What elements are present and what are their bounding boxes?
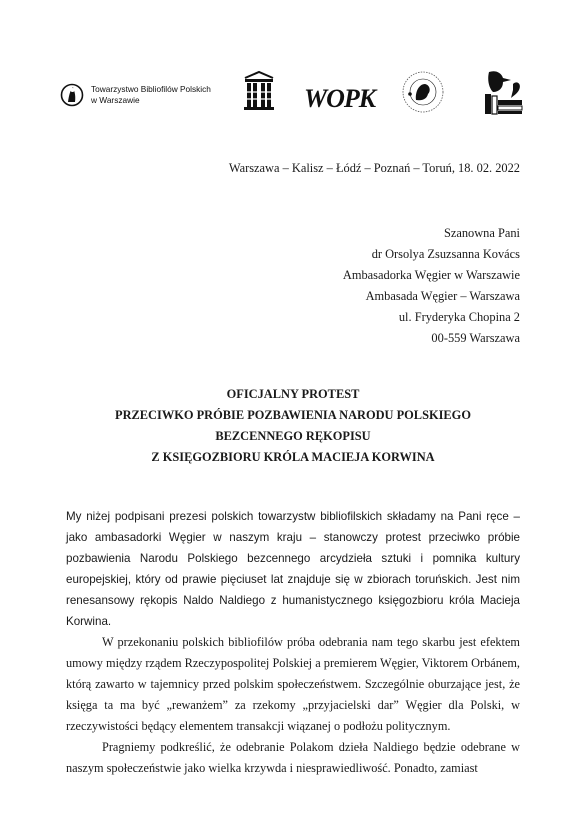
wopk-logo xyxy=(304,84,375,114)
seal-logo xyxy=(401,70,445,119)
body-paragraph: W przekonaniu polskich bibliofilów próba odebrania nam tego skarbu jest efektem umowy między rządem Rzeczypospolitej Polskiej a premierem Węgier, Viktorem Orbánem, którą zawarto w tajemnicy przed polskim społeczeństwem. Szczególnie oburzające jest, że księga ta ma być „rewanżem” za rzekomy „przyjacielski dar” Węgier dla Polski, w rzeczywistości będący elementem transakcji wiązanej o podłożu politycznym. xyxy=(66,635,520,733)
logo-row xyxy=(60,68,530,128)
date-place-line: Warszawa – Kalisz – Łódź – Poznań – Toruń, 18. 02. 2022 xyxy=(228,161,520,175)
letter-body xyxy=(66,506,520,779)
address-salutation: Szanowna Pani xyxy=(443,226,520,240)
title-line: BEZCENNEGO RĘKOPISU xyxy=(215,429,371,443)
body-paragraph: Pragniemy podkreślić, że odebranie Polakom dzieła Naldiego będzie odebrane w naszym społeczeństwie jako wielka krzywda i niesprawiedliwość. Ponadto, zamiast xyxy=(66,740,520,775)
recipient-address xyxy=(343,223,520,349)
title-line: Z KSIĘGOZBIORU KRÓLA MACIEJA KORWINA xyxy=(151,450,435,464)
address-street: ul. Fryderyka Chopina 2 xyxy=(398,310,520,324)
body-paragraph: My niżej podpisani prezesi polskich towarzystw bibliofilskich składamy na Pani ręce – jako ambasadorki Węgier w naszym kraju – stanowczy protest przeciwko próbie pozbawienia Narodu Polskiego bezcennego arcydzieła sztuki i pomnika kultury europejskiej, który od prawie pięciuset lat znajduje się w zbiorach toruńskich. Jest nim renesansowy rękopis Naldo Naldiego z humanistycznego księgozbioru króla Macieja Korwina. xyxy=(66,510,520,628)
tbp-name-line2: w Warszawie xyxy=(91,95,140,105)
tbp-logo xyxy=(60,82,211,108)
bookshelf-logo xyxy=(242,70,276,117)
title-line: OFICJALNY PROTEST xyxy=(226,387,360,401)
pelican-books-icon xyxy=(477,68,527,118)
seal-icon xyxy=(401,70,445,114)
book-pelican-logo xyxy=(477,68,527,123)
wopk-logo-text: WOPK xyxy=(304,84,376,113)
title-line: PRZECIWKO PRÓBIE POZBAWIENIA NARODU POLSKIEGO xyxy=(115,408,471,422)
letter-title xyxy=(0,384,586,468)
tbp-emblem-icon xyxy=(60,82,84,108)
tbp-name-line1: Towarzystwo Bibliofilów Polskich xyxy=(91,84,211,94)
bookshelf-icon xyxy=(242,70,276,112)
address-recipient-title: Ambasadorka Węgier w Warszawie xyxy=(342,268,520,282)
address-recipient-name: dr Orsolya Zsuzsanna Kovács xyxy=(371,247,520,261)
address-postal-city: 00-559 Warszawa xyxy=(431,331,520,345)
address-institution: Ambasada Węgier – Warszawa xyxy=(365,289,520,303)
